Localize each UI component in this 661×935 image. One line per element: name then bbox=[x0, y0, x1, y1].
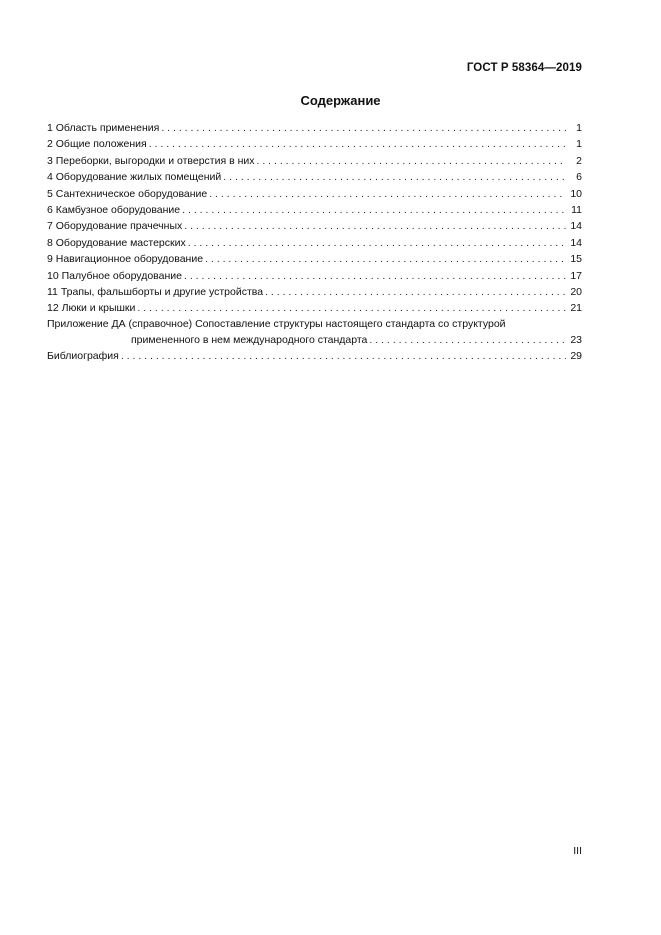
toc-entry[interactable] bbox=[47, 251, 582, 267]
toc-entry-label: 1 Область применения bbox=[47, 122, 160, 134]
toc-entry-page: 21 bbox=[570, 302, 582, 315]
toc-entry[interactable] bbox=[47, 169, 582, 185]
dot-leader bbox=[223, 169, 566, 185]
toc-entry[interactable] bbox=[47, 136, 582, 152]
toc-entry-label: 10 Палубное оборудование bbox=[47, 269, 182, 282]
toc-entry-bibliography[interactable] bbox=[47, 348, 582, 364]
dot-leader bbox=[182, 202, 566, 218]
toc-entry-label: 11 Трапы, фальшборты и другие устройства bbox=[47, 285, 264, 298]
toc-entry-label: 8 Оборудование мастерских bbox=[47, 236, 186, 249]
dot-leader bbox=[121, 348, 566, 364]
dot-leader bbox=[369, 332, 566, 348]
toc-entry-label: 7 Оборудование прачечных bbox=[47, 220, 183, 233]
toc-entry[interactable] bbox=[47, 284, 582, 300]
dot-leader bbox=[184, 218, 566, 234]
appendix-label-line2: примененного в нем международного стандарта bbox=[131, 333, 368, 346]
appendix-label-line1: Приложение ДА (справочное) Сопоставление структуры настоящего стандарта со структурой bbox=[47, 317, 506, 330]
dot-leader bbox=[205, 251, 566, 267]
toc-entry[interactable] bbox=[47, 120, 582, 136]
toc-entry-label: Библиография bbox=[47, 350, 119, 363]
toc-entry-label: 5 Сантехническое оборудование bbox=[47, 187, 208, 200]
dot-leader bbox=[265, 284, 566, 300]
table-of-contents bbox=[47, 120, 582, 364]
toc-entry-page: 11 bbox=[571, 203, 582, 216]
toc-entry-label: 2 Общие положения bbox=[47, 138, 147, 151]
toc-entry-label: 3 Переборки, выгородки и отверстия в них bbox=[47, 154, 255, 167]
toc-entry-label: 4 Оборудование жилых помещений bbox=[47, 171, 222, 184]
dot-leader bbox=[188, 235, 566, 251]
toc-entry-page: 15 bbox=[570, 253, 582, 266]
toc-entry-page: 20 bbox=[570, 285, 582, 298]
toc-entry[interactable] bbox=[47, 268, 582, 284]
toc-entry[interactable] bbox=[47, 153, 582, 169]
toc-entry-page: 1 bbox=[576, 122, 582, 134]
toc-entry-page: 1 bbox=[576, 138, 582, 151]
toc-entry-page: 10 bbox=[570, 187, 582, 200]
dot-leader bbox=[184, 268, 566, 284]
toc-entry-page: 23 bbox=[570, 333, 582, 346]
standard-code: ГОСТ Р 58364—2019 bbox=[466, 62, 582, 74]
toc-entry-page: 29 bbox=[570, 350, 582, 363]
toc-entry-page: 2 bbox=[576, 154, 582, 167]
toc-entry-page: 14 bbox=[570, 236, 582, 249]
dot-leader bbox=[137, 300, 566, 316]
toc-entry[interactable] bbox=[47, 186, 582, 202]
dot-leader bbox=[149, 136, 566, 152]
dot-leader bbox=[256, 153, 566, 169]
page-number: III bbox=[573, 845, 582, 857]
toc-entry[interactable] bbox=[47, 300, 582, 316]
dot-leader bbox=[161, 120, 566, 136]
toc-entry-label: 6 Камбузное оборудование bbox=[47, 203, 181, 216]
toc-title: Содержание bbox=[300, 93, 381, 108]
toc-entry[interactable] bbox=[47, 235, 582, 251]
dot-leader bbox=[209, 186, 566, 202]
toc-entry-label: 9 Навигационное оборудование bbox=[47, 253, 204, 266]
toc-entry-appendix[interactable] bbox=[47, 317, 582, 348]
toc-entry-page: 14 bbox=[570, 220, 582, 233]
toc-entry-page: 17 bbox=[570, 269, 582, 282]
toc-entry[interactable] bbox=[47, 202, 582, 218]
toc-entry-page: 6 bbox=[576, 171, 582, 184]
toc-entry[interactable] bbox=[47, 218, 582, 234]
toc-entry-label: 12 Люки и крышки bbox=[47, 302, 136, 315]
